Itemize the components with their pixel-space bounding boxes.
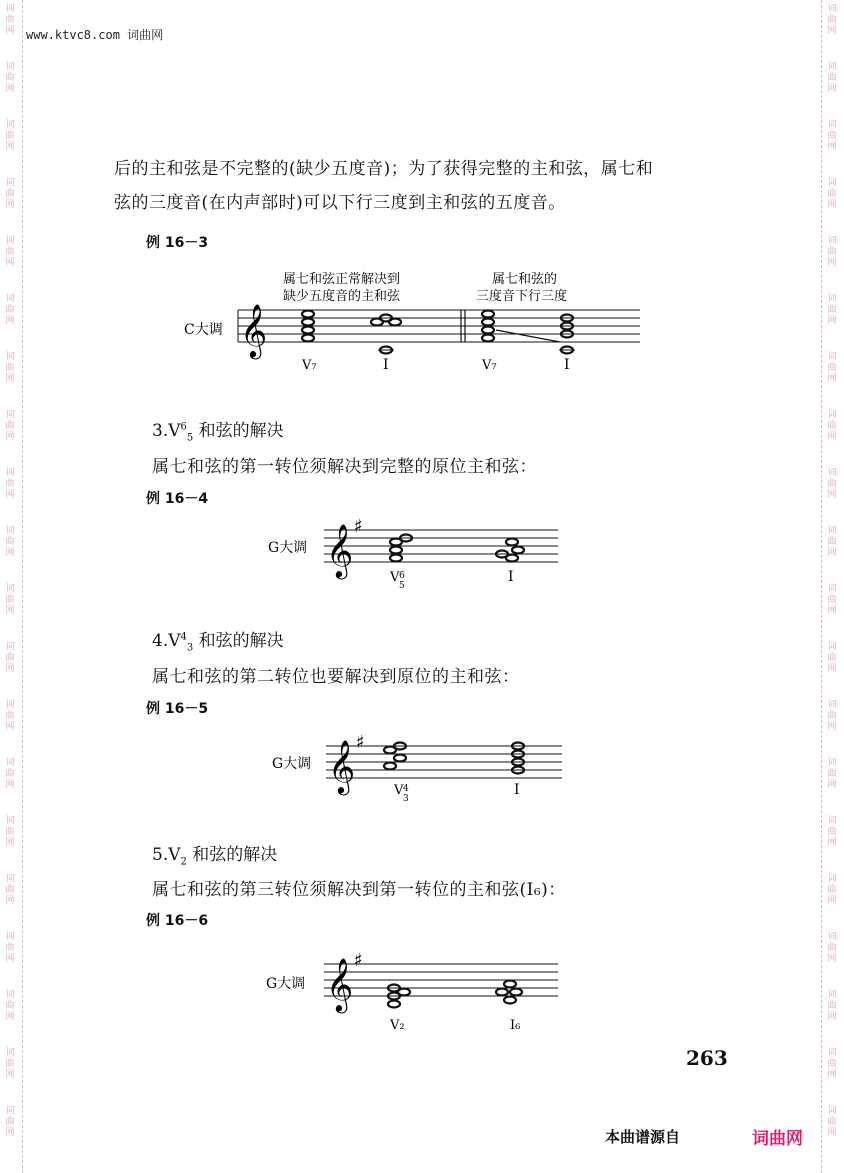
- watermark-text: 词 曲 网: [5, 410, 15, 442]
- watermark-text: 词 曲 网: [827, 990, 837, 1022]
- section-title: 和弦的解决: [198, 631, 284, 651]
- left-margin-watermark: [0, 0, 23, 1173]
- section-text-3: 属七和弦的第一转位须解决到完整的原位主和弦：: [152, 457, 537, 477]
- watermark-text: 词 曲 网: [5, 932, 15, 964]
- chord-symbol: I: [508, 569, 514, 585]
- watermark-text: 词 曲 网: [827, 1048, 837, 1080]
- footer-source-label: 本曲谱源自: [605, 1128, 681, 1146]
- figure: 4: [403, 784, 409, 794]
- figure-sup: 6: [180, 421, 187, 433]
- chord-symbol: I: [383, 357, 389, 373]
- key-label: G大调: [272, 756, 312, 772]
- watermark-text: 词 曲 网: [827, 758, 837, 790]
- chord-symbol: I: [564, 357, 570, 373]
- watermark-text: 词 曲 网: [827, 932, 837, 964]
- example-label: 例 16－4: [146, 491, 209, 507]
- watermark-text: 词 曲 网: [827, 4, 837, 36]
- music-example-16-6: [266, 950, 566, 1034]
- watermark-text: 词 曲 网: [5, 1048, 15, 1080]
- section-heading-5: [152, 840, 277, 867]
- watermark-text: 词 曲 网: [5, 874, 15, 906]
- figure-sub: 5: [186, 432, 194, 444]
- watermark-text: 词 曲 网: [827, 468, 837, 500]
- section-title: 和弦的解决: [198, 421, 284, 441]
- figure: 6: [399, 571, 405, 581]
- chord-symbol: V₂: [390, 1018, 405, 1033]
- section-heading-4: [152, 626, 284, 653]
- section-number: 4.V: [152, 631, 181, 651]
- figure: 3: [403, 794, 409, 804]
- section-number: 5.V: [152, 845, 181, 865]
- section-title: 和弦的解决: [192, 845, 278, 865]
- watermark-text: 词 曲 网: [827, 410, 837, 442]
- annotation: 三度音下行三度: [476, 289, 568, 304]
- figure: 5: [399, 581, 405, 591]
- sharp-icon: ♯: [354, 516, 363, 537]
- chord-symbol: I: [514, 782, 520, 798]
- watermark-text: 词 曲 网: [827, 526, 837, 558]
- section-heading-3: [152, 416, 284, 443]
- watermark-text: 词 曲 网: [5, 178, 15, 210]
- watermark-text: 词 曲 网: [827, 236, 837, 268]
- treble-clef-icon: 𝄞: [328, 739, 356, 793]
- watermark-text: 词 曲 网: [827, 62, 837, 94]
- watermark-text: 词 曲 网: [5, 1106, 15, 1138]
- paragraph-line-1: 后的主和弦是不完整的(缺少五度音)；为了获得完整的主和弦，属七和: [114, 159, 654, 179]
- watermark-text: 词 曲 网: [5, 468, 15, 500]
- watermark-text: 词 曲 网: [5, 526, 15, 558]
- watermark-text: 词 曲 网: [5, 642, 15, 674]
- treble-clef-icon: 𝄞: [326, 957, 354, 1011]
- sharp-icon: ♯: [356, 732, 365, 753]
- section-number: 3.V: [152, 421, 181, 441]
- watermark-text: 词 曲 网: [5, 700, 15, 732]
- watermark-text: 词 曲 网: [827, 584, 837, 616]
- watermark-text: 词 曲 网: [5, 120, 15, 152]
- chord-symbol: V₇: [482, 358, 497, 373]
- watermark-text: 词 曲 网: [827, 874, 837, 906]
- example-label: 例 16－3: [146, 235, 209, 251]
- figure-sup: 4: [180, 631, 187, 643]
- site-url[interactable]: www.ktvc8.com 词曲网: [26, 28, 164, 42]
- watermark-text: 词 曲 网: [827, 120, 837, 152]
- chord-symbol: I₆: [510, 1018, 521, 1033]
- annotation: 属七和弦的: [492, 272, 558, 287]
- watermark-text: 词 曲 网: [5, 236, 15, 268]
- section-text-5: 属七和弦的第三转位须解决到第一转位的主和弦(I₆)：: [152, 880, 566, 900]
- watermark-text: 词 曲 网: [827, 1106, 837, 1138]
- watermark-text: 词 曲 网: [827, 642, 837, 674]
- watermark-text: 词 曲 网: [5, 990, 15, 1022]
- watermark-text: 词 曲 网: [827, 700, 837, 732]
- watermark-text: 词 曲 网: [5, 294, 15, 326]
- watermark-text: 词 曲 网: [5, 352, 15, 384]
- annotation: 属七和弦正常解决到: [283, 272, 401, 287]
- footer-site-link[interactable]: 词曲网: [752, 1129, 803, 1149]
- watermark-text: 词 曲 网: [827, 816, 837, 848]
- watermark-text: 词 曲 网: [5, 584, 15, 616]
- chord-symbol: V: [390, 570, 400, 585]
- watermark-text: 词 曲 网: [827, 178, 837, 210]
- music-example-16-4: [268, 514, 568, 594]
- watermark-text: 词 曲 网: [827, 294, 837, 326]
- treble-clef-icon: 𝄞: [326, 523, 354, 577]
- paragraph-line-2: 弦的三度音(在内声部时)可以下行三度到主和弦的五度音。: [114, 193, 566, 213]
- treble-clef-icon: 𝄞: [240, 303, 268, 357]
- key-label: G大调: [266, 976, 306, 992]
- chord-symbol: V₇: [302, 358, 317, 373]
- watermark-text: 词 曲 网: [5, 816, 15, 848]
- figure-sub: 2: [180, 856, 187, 868]
- music-example-16-3: [180, 262, 650, 382]
- watermark-text: 词 曲 网: [5, 758, 15, 790]
- right-margin-watermark: [821, 0, 844, 1173]
- figure-sub: 3: [186, 642, 194, 654]
- watermark-text: 词 曲 网: [5, 62, 15, 94]
- key-label: G大调: [268, 540, 308, 556]
- watermark-text: 词 曲 网: [827, 352, 837, 384]
- page-number: 263: [686, 1046, 728, 1070]
- example-label: 例 16－5: [146, 701, 209, 717]
- music-example-16-5: [272, 734, 572, 808]
- chord-symbol: V: [394, 783, 404, 798]
- example-label: 例 16－6: [146, 913, 209, 929]
- key-label: C大调: [184, 322, 223, 338]
- section-text-4: 属七和弦的第二转位也要解决到原位的主和弦：: [152, 667, 520, 687]
- watermark-text: 词 曲 网: [5, 4, 15, 36]
- sharp-icon: ♯: [354, 950, 363, 971]
- annotation: 缺少五度音的主和弦: [283, 289, 401, 304]
